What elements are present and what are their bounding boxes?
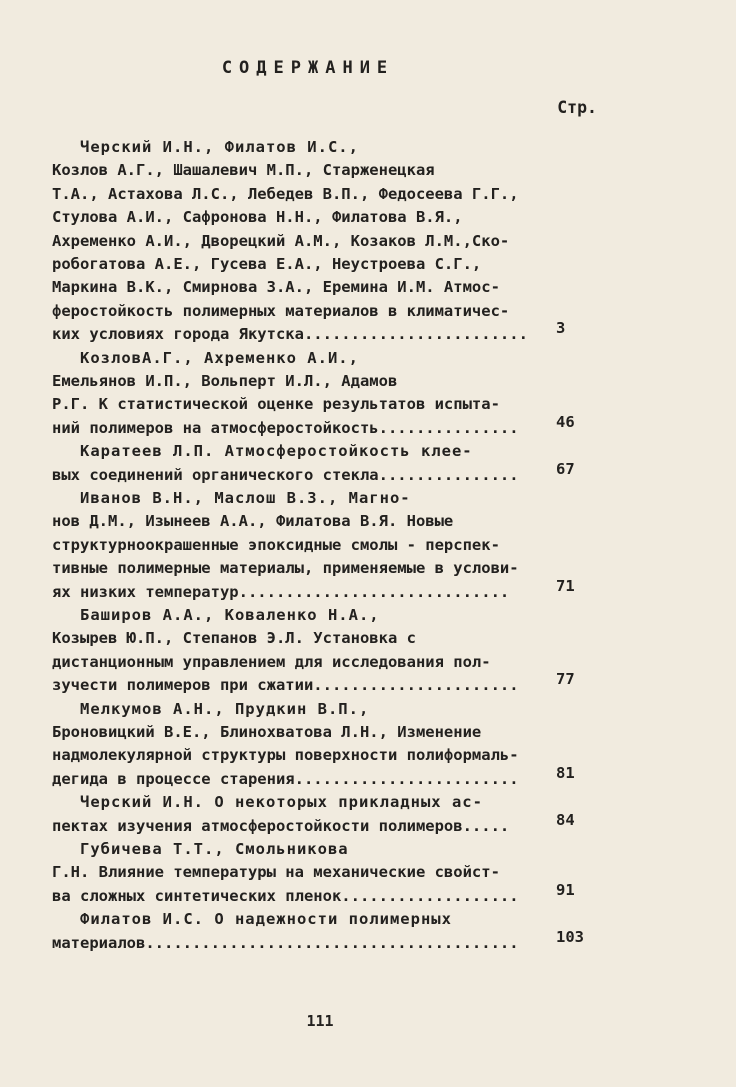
toc-entry-authors: Губичева Т.Т., Смольникова: [80, 840, 349, 858]
toc-entry-page: 77: [556, 670, 575, 689]
toc-entry-line: Козырев Ю.П., Степанов Э.Л. Установка с: [52, 629, 416, 648]
toc-entry-line: ва сложных синтетических пленок...................: [52, 886, 519, 905]
toc-entry-line: ний полимеров на атмосферостойкость...............: [52, 418, 519, 437]
toc-entry-line: вых соединений органического стекла...............: [52, 465, 519, 484]
toc-entry-line: Р.Г. К статистической оценке результатов испыта-: [52, 395, 500, 414]
toc-entry-line: робогатова А.Е., Гусева Е.А., Неустроева С.Г.,: [52, 255, 482, 273]
page-column-label: Стр.: [557, 98, 597, 117]
toc-entry-line: тивные полимерные материалы, применяемые в услови-: [52, 559, 519, 578]
toc-entry-line: зучести полимеров при сжатии......................: [52, 676, 519, 695]
toc-entry-line: Емельянов И.П., Вольперт И.Л., Адамов: [52, 372, 398, 390]
toc-entry-line: Стулова А.И., Сафронова Н.Н., Филатова В.Я.,: [52, 208, 463, 227]
toc-entry-page: 84: [556, 810, 575, 829]
toc-entry-page: 91: [556, 880, 575, 899]
toc-entry-line: структурноокрашенные эпоксидные смолы - перспек-: [52, 535, 500, 554]
toc-entry-page: 71: [556, 576, 575, 595]
toc-entry-line: ких условиях города Якутска........................: [52, 325, 528, 344]
toc-entry-line: надмолекулярной структуры поверхности полиформаль-: [52, 746, 519, 765]
toc-entry-page: 103: [556, 927, 584, 946]
toc-entry-line: феростойкость полимерных материалов в климатичес-: [52, 301, 510, 320]
toc-entry-line: материалов........................................: [52, 933, 519, 952]
toc-entry-line: ях низких температур.............................: [52, 582, 510, 601]
toc-entry-line: Броновицкий В.Е., Блинохватова Л.Н., Изменение: [52, 723, 482, 741]
toc-entry-authors: Мелкумов А.Н., Прудкин В.П.,: [80, 699, 370, 718]
toc-entry-line: нов Д.М., Изынеев А.А., Филатова В.Я. Новые: [52, 512, 454, 531]
toc-entry-authors: Филатов И.С. О надежности полимерных: [80, 910, 452, 929]
toc-entry-line: дегида в процессе старения........................: [52, 769, 519, 788]
page-number: 111: [306, 1012, 334, 1030]
toc-entry-authors: Черский И.Н., Филатов И.С.,: [80, 138, 359, 156]
toc-entry-authors: Иванов В.Н., Маслош В.З., Магно-: [80, 489, 411, 507]
page-title: СОДЕРЖАНИЕ: [221, 58, 395, 78]
toc-entry-line: Ахременко А.И., Дворецкий А.М., Козаков Л.М.,Ско-: [52, 231, 510, 250]
toc-entry-line: пектах изучения атмосферостойкости полимеров.....: [52, 816, 510, 835]
toc-entry-line: Козлов А.Г., Шашалевич М.П., Старженецкая: [52, 161, 435, 180]
toc-entry-line: Маркина В.К., Смирнова З.А., Еремина И.М. Атмос-: [52, 278, 500, 297]
toc-entry-page: 46: [556, 412, 575, 431]
toc-entry-page: 81: [556, 763, 575, 782]
toc-entry-line: Г.Н. Влияние температуры на механические свойст-: [52, 863, 500, 882]
toc-entry-authors: КозловА.Г., Ахременко А.И.,: [80, 348, 359, 367]
toc-entry-line: Т.А., Астахова Л.С., Лебедев В.П., Федосеева Г.Г.,: [52, 184, 519, 203]
toc-entry-authors: Черский И.Н. О некоторых прикладных ас-: [80, 793, 483, 812]
toc-entry-authors: Баширов А.А., Коваленко Н.А.,: [80, 606, 380, 624]
toc-entry-page: 3: [556, 319, 566, 338]
toc-entry-line: дистанционным управлением для исследования пол-: [52, 652, 491, 671]
toc-entry-authors: Каратеев Л.П. Атмосферостойкость клее-: [80, 442, 473, 461]
toc-entry-page: 67: [556, 459, 575, 478]
